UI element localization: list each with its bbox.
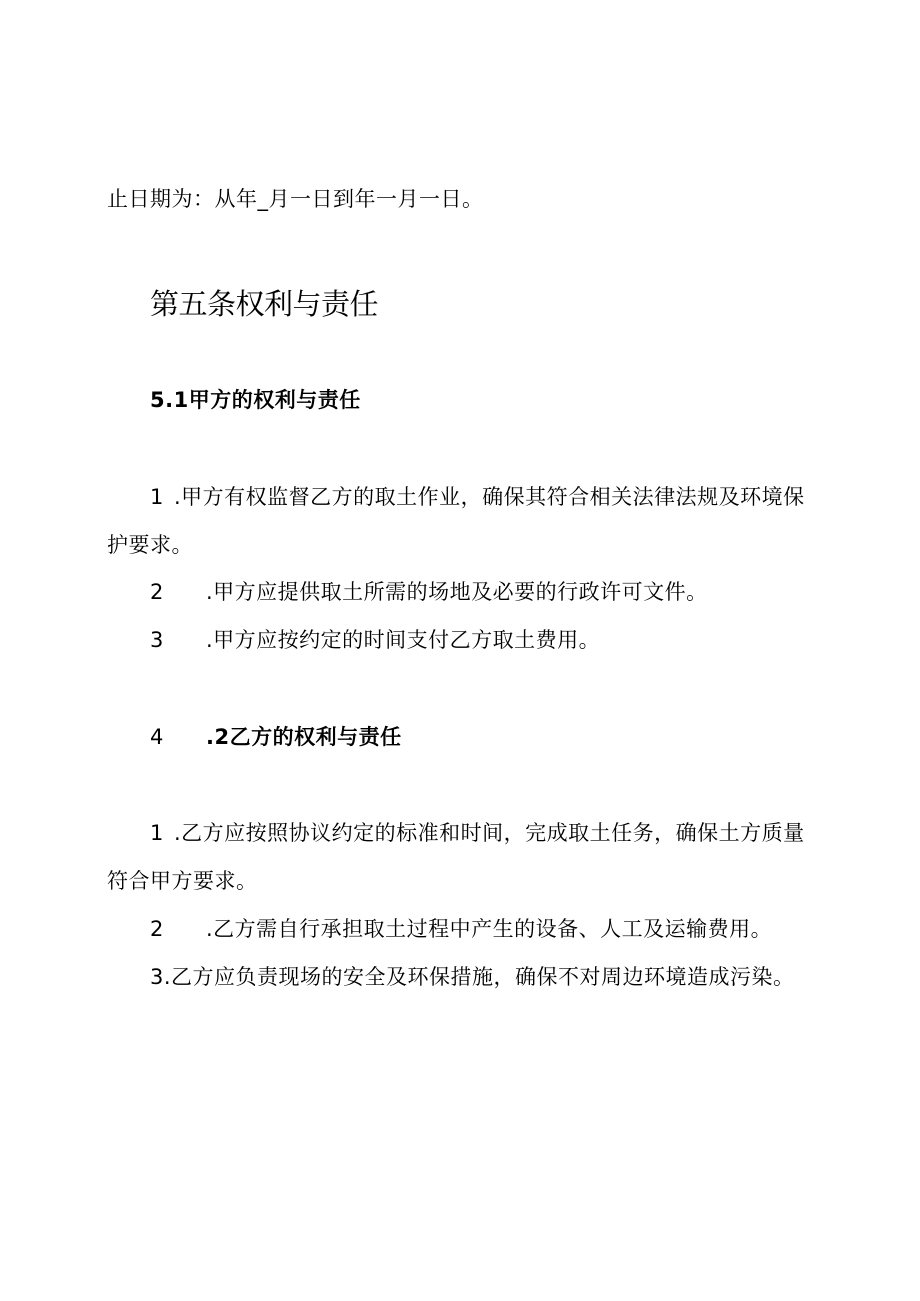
section-5-2-title [150,723,402,751]
section-title-text: .2乙方的权利与责任 [206,725,402,749]
sec52-item-3 [150,963,795,991]
item-number: 3 [150,965,164,989]
item-text: .乙方需自行承担取土过程中产生的设备、人工及运输费用。 [206,917,773,941]
sec51-item-3 [150,626,600,654]
item-number: 1 [150,485,164,509]
section-number: 4 [150,725,164,749]
item-text: .甲方应按约定的时间支付乙方取土费用。 [206,628,601,652]
item-number: 2 [150,580,164,604]
item-number: 3 [150,628,164,652]
sec52-item-1 [150,819,805,847]
item-number: 1 [150,821,164,845]
item-text: .甲方有权监督乙方的取土作业，确保其符合相关法律法规及环境保 [174,485,805,509]
section-5-1-title: 5.1甲方的权利与责任 [150,388,361,412]
sec51-item-1-continuation: 护要求。 [107,533,193,557]
sec52-item-1-continuation: 符合甲方要求。 [107,869,258,893]
sec51-item-2 [150,578,708,606]
sec52-item-2 [150,915,772,943]
item-text: .甲方应提供取土所需的场地及必要的行政许可文件。 [206,580,708,604]
item-text: .乙方应负责现场的安全及环保措施，确保不对周边环境造成污染。 [163,965,795,989]
date-range-line: 止日期为：从年_月一日到年一月一日。 [107,187,484,211]
item-text: .乙方应按照协议约定的标准和时间，完成取土任务，确保土方质量 [174,821,805,845]
item-number: 2 [150,917,164,941]
sec51-item-1 [150,483,805,511]
article-5-title: 第五条权利与责任 [150,287,379,321]
